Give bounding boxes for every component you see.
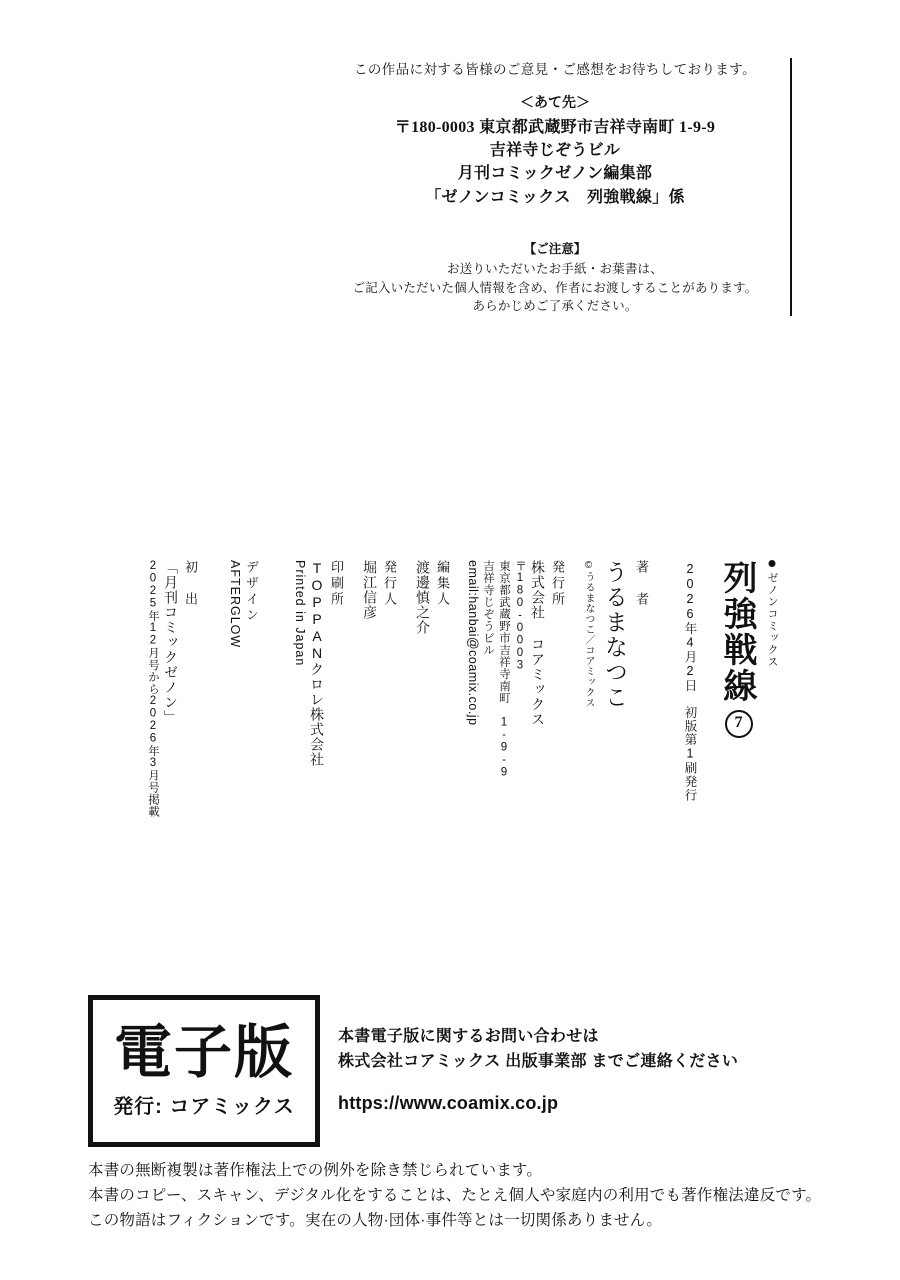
publication-date: 2026年4月2日 初版第1刷発行 (683, 562, 697, 802)
publisher-email[interactable]: email:hanbai@coamix.co.jp (466, 560, 480, 726)
colophon-label-publisher-person: 発行人 (382, 560, 397, 608)
publisher-building: 吉祥寺じぞうビル (482, 560, 494, 656)
colophon-row-design (228, 560, 265, 648)
digital-edition-badge (88, 995, 320, 1147)
colophon-copyright: ©うるまなつこ／コアミックス (583, 560, 594, 708)
colophon-label-printer: 印刷所 (329, 560, 344, 608)
address-line-3: 月刊コミックゼノン編集部 (457, 165, 653, 183)
colophon-row-first-publication (145, 560, 204, 818)
publisher-address: 東京都武蔵野市吉祥寺南町 1-9-9 (498, 560, 510, 779)
colophon-value-printer: TOPPANクロレ株式会社 (309, 560, 325, 767)
reader-feedback-block (330, 58, 792, 316)
address-line-2: 吉祥寺じぞうビル (489, 142, 621, 160)
address-line-4: 「ゼノンコミックス 列強戦線」係 (425, 188, 685, 206)
digital-edition-publisher: 発行: コアミックス (113, 1095, 295, 1118)
digital-contact-line-2: 株式会社コアミックス 出版事業部 までご連絡ください (338, 1052, 739, 1070)
legal-line-2: 本書のコピー、スキャン、デジタル化をすることは、たとえ個人や家庭内の利用でも著作権法違反です。 (88, 1187, 822, 1205)
colophon-label-editor: 編集人 (435, 560, 450, 608)
colophon-value-author: うるまなつこ (602, 560, 628, 710)
printed-in-japan: Printed in Japan (293, 560, 307, 667)
colophon-value-editor: 渡邊慎之介 (415, 560, 431, 635)
publisher-website-link[interactable]: https://www.coamix.co.jp (338, 1092, 559, 1113)
digital-contact-line-1: 本書電子版に関するお問い合わせは (338, 1028, 599, 1045)
colophon-label-design: デザイン (244, 560, 259, 624)
publisher-postcode: 〒180-0003 (514, 560, 526, 672)
colophon-label-author: 著 者 (634, 560, 649, 608)
legal-line-3: この物語はフィクションです。実在の人物·団体·事件等とは一切関係ありません。 (88, 1212, 663, 1230)
notice-line-1: お送りいただいたお手紙・お葉書は、 (447, 261, 663, 276)
colophon-row-printer (293, 560, 350, 767)
notice-line-3: あらかじめご了承ください。 (472, 299, 638, 314)
colophon-label-publisher: 発行所 (550, 560, 565, 608)
colophon-row-publisher (466, 560, 571, 779)
series-label: ゼノンコミックス (764, 560, 780, 668)
digital-edition-label: 電子版 (113, 1020, 294, 1086)
digital-contact-block (338, 1025, 738, 1114)
colophon-block (147, 560, 780, 940)
colophon-value-publisher: 株式会社 コアミックス (530, 560, 546, 727)
legal-notice (88, 1158, 821, 1233)
feedback-lead-text: この作品に対する皆様のご意見・ご感想をお待ちしております。 (353, 62, 757, 77)
book-title-group (713, 560, 764, 738)
colophon-row-editor (413, 560, 456, 635)
volume-number: 7 (725, 710, 753, 738)
address-heading: ＜あて先＞ (520, 96, 590, 111)
colophon-value-publisher-person: 堀江信彦 (362, 560, 378, 620)
colophon-label-first-publication: 初 出 (183, 560, 198, 608)
notice-heading: 【ご注意】 (523, 241, 587, 256)
address-line-1: 〒180-0003 東京都武蔵野市吉祥寺南町 1-9-9 (394, 119, 716, 136)
legal-line-1: 本書の無断複製は著作権法上での例外を除き禁じられています。 (88, 1162, 543, 1179)
notice-line-2: ご記入いただいた個人情報を含め、作者にお渡しすることがあります。 (352, 280, 758, 295)
colophon-value-first-publication: 「月刊コミックゼノン」 (163, 560, 179, 725)
book-title: 列強戦線 (718, 560, 756, 704)
colophon-row-author (581, 560, 655, 710)
first-publication-issues: 2025年12月号から2026年3月号掲載 (147, 560, 159, 818)
colophon-title-group (681, 560, 780, 802)
colophon-value-design: AFTERGLOW (228, 560, 242, 649)
colophon-row-publisher-person (360, 560, 403, 620)
